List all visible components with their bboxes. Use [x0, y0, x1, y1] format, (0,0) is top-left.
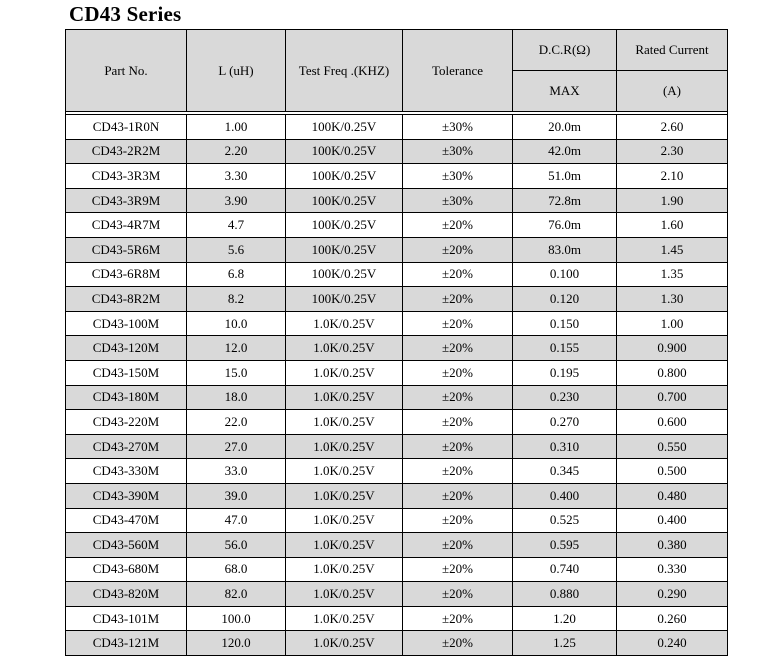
cell-test-freq: 100K/0.25V — [286, 213, 403, 238]
cell-test-freq: 1.0K/0.25V — [286, 385, 403, 410]
cell-part-no: CD43-101M — [66, 606, 187, 631]
cell-dcr: 0.120 — [513, 287, 617, 312]
cell-inductance: 1.00 — [187, 115, 286, 140]
table-row — [66, 434, 728, 459]
cell-dcr: 83.0m — [513, 237, 617, 262]
cell-tolerance: ±30% — [403, 188, 513, 213]
table-row — [66, 237, 728, 262]
cell-dcr: 0.270 — [513, 410, 617, 435]
cell-test-freq: 1.0K/0.25V — [286, 582, 403, 607]
cell-dcr: 20.0m — [513, 115, 617, 140]
cell-rated-current: 1.00 — [617, 311, 728, 336]
table-row — [66, 606, 728, 631]
cell-part-no: CD43-2R2M — [66, 139, 187, 164]
header-part-no: Part No. — [66, 30, 187, 112]
cell-part-no: CD43-330M — [66, 459, 187, 484]
cell-dcr: 0.230 — [513, 385, 617, 410]
cell-part-no: CD43-270M — [66, 434, 187, 459]
cell-part-no: CD43-180M — [66, 385, 187, 410]
cell-test-freq: 1.0K/0.25V — [286, 606, 403, 631]
header-tolerance: Tolerance — [403, 30, 513, 112]
cell-test-freq: 1.0K/0.25V — [286, 434, 403, 459]
header-inductance: L (uH) — [187, 30, 286, 112]
cell-dcr: 0.195 — [513, 360, 617, 385]
cell-inductance: 15.0 — [187, 360, 286, 385]
cell-part-no: CD43-121M — [66, 631, 187, 656]
cell-test-freq: 1.0K/0.25V — [286, 557, 403, 582]
cell-tolerance: ±20% — [403, 311, 513, 336]
table-row — [66, 508, 728, 533]
cell-tolerance: ±30% — [403, 164, 513, 189]
cell-part-no: CD43-3R9M — [66, 188, 187, 213]
cell-tolerance: ±20% — [403, 237, 513, 262]
cell-tolerance: ±20% — [403, 557, 513, 582]
cell-tolerance: ±20% — [403, 410, 513, 435]
cell-part-no: CD43-560M — [66, 533, 187, 558]
header-rated-current: Rated Current — [617, 30, 728, 71]
spec-table-body — [66, 30, 728, 656]
cell-tolerance: ±20% — [403, 385, 513, 410]
table-row — [66, 115, 728, 140]
cell-inductance: 3.90 — [187, 188, 286, 213]
header-dcr: D.C.R(Ω) — [513, 30, 617, 71]
table-row — [66, 483, 728, 508]
cell-test-freq: 100K/0.25V — [286, 237, 403, 262]
cell-test-freq: 1.0K/0.25V — [286, 508, 403, 533]
cell-rated-current: 0.480 — [617, 483, 728, 508]
cell-test-freq: 100K/0.25V — [286, 164, 403, 189]
cell-inductance: 12.0 — [187, 336, 286, 361]
cell-test-freq: 1.0K/0.25V — [286, 631, 403, 656]
cell-tolerance: ±20% — [403, 508, 513, 533]
cell-rated-current: 0.400 — [617, 508, 728, 533]
cell-inductance: 39.0 — [187, 483, 286, 508]
table-row — [66, 360, 728, 385]
table-row — [66, 336, 728, 361]
table-row — [66, 164, 728, 189]
table-row — [66, 631, 728, 656]
table-row — [66, 410, 728, 435]
table-row — [66, 459, 728, 484]
cell-rated-current: 1.90 — [617, 188, 728, 213]
cell-tolerance: ±20% — [403, 606, 513, 631]
cell-inductance: 6.8 — [187, 262, 286, 287]
cell-test-freq: 1.0K/0.25V — [286, 533, 403, 558]
cell-part-no: CD43-100M — [66, 311, 187, 336]
cell-dcr: 0.100 — [513, 262, 617, 287]
cell-rated-current: 0.330 — [617, 557, 728, 582]
table-row — [66, 287, 728, 312]
cell-dcr: 0.740 — [513, 557, 617, 582]
cell-dcr: 1.25 — [513, 631, 617, 656]
cell-rated-current: 0.290 — [617, 582, 728, 607]
cell-part-no: CD43-120M — [66, 336, 187, 361]
cell-rated-current: 0.600 — [617, 410, 728, 435]
cell-test-freq: 1.0K/0.25V — [286, 410, 403, 435]
table-row — [66, 582, 728, 607]
cell-rated-current: 0.260 — [617, 606, 728, 631]
cell-inductance: 5.6 — [187, 237, 286, 262]
cell-rated-current: 0.380 — [617, 533, 728, 558]
cell-part-no: CD43-6R8M — [66, 262, 187, 287]
cell-tolerance: ±20% — [403, 631, 513, 656]
cell-inductance: 56.0 — [187, 533, 286, 558]
header-dcr-max: MAX — [513, 71, 617, 112]
cell-test-freq: 100K/0.25V — [286, 287, 403, 312]
cell-part-no: CD43-5R6M — [66, 237, 187, 262]
cell-dcr: 0.155 — [513, 336, 617, 361]
cell-dcr: 0.345 — [513, 459, 617, 484]
cell-tolerance: ±20% — [403, 582, 513, 607]
header-test-freq: Test Freq .(KHZ) — [286, 30, 403, 112]
cell-tolerance: ±20% — [403, 360, 513, 385]
cell-test-freq: 1.0K/0.25V — [286, 360, 403, 385]
cell-rated-current: 0.900 — [617, 336, 728, 361]
cell-dcr: 51.0m — [513, 164, 617, 189]
cell-dcr: 0.595 — [513, 533, 617, 558]
cell-part-no: CD43-820M — [66, 582, 187, 607]
cell-rated-current: 2.10 — [617, 164, 728, 189]
cell-dcr: 42.0m — [513, 139, 617, 164]
cell-test-freq: 1.0K/0.25V — [286, 336, 403, 361]
table-row — [66, 139, 728, 164]
cell-inductance: 27.0 — [187, 434, 286, 459]
cell-tolerance: ±20% — [403, 483, 513, 508]
cell-rated-current: 0.800 — [617, 360, 728, 385]
table-row — [66, 533, 728, 558]
cell-inductance: 33.0 — [187, 459, 286, 484]
header-row — [66, 30, 728, 71]
cell-rated-current: 2.60 — [617, 115, 728, 140]
table-row — [66, 311, 728, 336]
cell-tolerance: ±20% — [403, 434, 513, 459]
table-row — [66, 262, 728, 287]
cell-inductance: 68.0 — [187, 557, 286, 582]
cell-dcr: 76.0m — [513, 213, 617, 238]
cell-inductance: 100.0 — [187, 606, 286, 631]
cell-dcr: 72.8m — [513, 188, 617, 213]
header-rated-current-unit: (A) — [617, 71, 728, 112]
cell-part-no: CD43-150M — [66, 360, 187, 385]
cell-test-freq: 1.0K/0.25V — [286, 311, 403, 336]
table-row — [66, 188, 728, 213]
cell-part-no: CD43-470M — [66, 508, 187, 533]
cell-rated-current: 0.550 — [617, 434, 728, 459]
cell-inductance: 2.20 — [187, 139, 286, 164]
cell-test-freq: 1.0K/0.25V — [286, 483, 403, 508]
cell-part-no: CD43-390M — [66, 483, 187, 508]
cell-test-freq: 100K/0.25V — [286, 188, 403, 213]
cell-inductance: 47.0 — [187, 508, 286, 533]
table-row — [66, 557, 728, 582]
cell-inductance: 18.0 — [187, 385, 286, 410]
cell-rated-current: 1.45 — [617, 237, 728, 262]
table-row — [66, 213, 728, 238]
cell-rated-current: 0.700 — [617, 385, 728, 410]
cell-inductance: 22.0 — [187, 410, 286, 435]
cell-part-no: CD43-1R0N — [66, 115, 187, 140]
cell-test-freq: 100K/0.25V — [286, 262, 403, 287]
cell-dcr: 0.880 — [513, 582, 617, 607]
cell-rated-current: 0.240 — [617, 631, 728, 656]
cell-inductance: 3.30 — [187, 164, 286, 189]
cell-rated-current: 1.30 — [617, 287, 728, 312]
cell-dcr: 0.150 — [513, 311, 617, 336]
cell-part-no: CD43-4R7M — [66, 213, 187, 238]
cell-test-freq: 100K/0.25V — [286, 139, 403, 164]
cell-part-no: CD43-8R2M — [66, 287, 187, 312]
cell-inductance: 8.2 — [187, 287, 286, 312]
cell-tolerance: ±20% — [403, 533, 513, 558]
cell-rated-current: 1.60 — [617, 213, 728, 238]
cell-inductance: 82.0 — [187, 582, 286, 607]
page-title: CD43 Series — [69, 2, 182, 26]
cell-test-freq: 1.0K/0.25V — [286, 459, 403, 484]
cell-tolerance: ±20% — [403, 287, 513, 312]
cell-tolerance: ±20% — [403, 336, 513, 361]
cell-rated-current: 2.30 — [617, 139, 728, 164]
cell-dcr: 0.310 — [513, 434, 617, 459]
cell-tolerance: ±30% — [403, 139, 513, 164]
cell-tolerance: ±20% — [403, 262, 513, 287]
cell-inductance: 120.0 — [187, 631, 286, 656]
cell-test-freq: 100K/0.25V — [286, 115, 403, 140]
cell-part-no: CD43-680M — [66, 557, 187, 582]
cell-part-no: CD43-220M — [66, 410, 187, 435]
cell-tolerance: ±20% — [403, 213, 513, 238]
cell-inductance: 10.0 — [187, 311, 286, 336]
table-row — [66, 385, 728, 410]
spec-table — [65, 29, 728, 656]
cell-dcr: 0.400 — [513, 483, 617, 508]
cell-tolerance: ±30% — [403, 115, 513, 140]
cell-part-no: CD43-3R3M — [66, 164, 187, 189]
cell-dcr: 1.20 — [513, 606, 617, 631]
cell-rated-current: 1.35 — [617, 262, 728, 287]
cell-rated-current: 0.500 — [617, 459, 728, 484]
cell-dcr: 0.525 — [513, 508, 617, 533]
cell-tolerance: ±20% — [403, 459, 513, 484]
cell-inductance: 4.7 — [187, 213, 286, 238]
